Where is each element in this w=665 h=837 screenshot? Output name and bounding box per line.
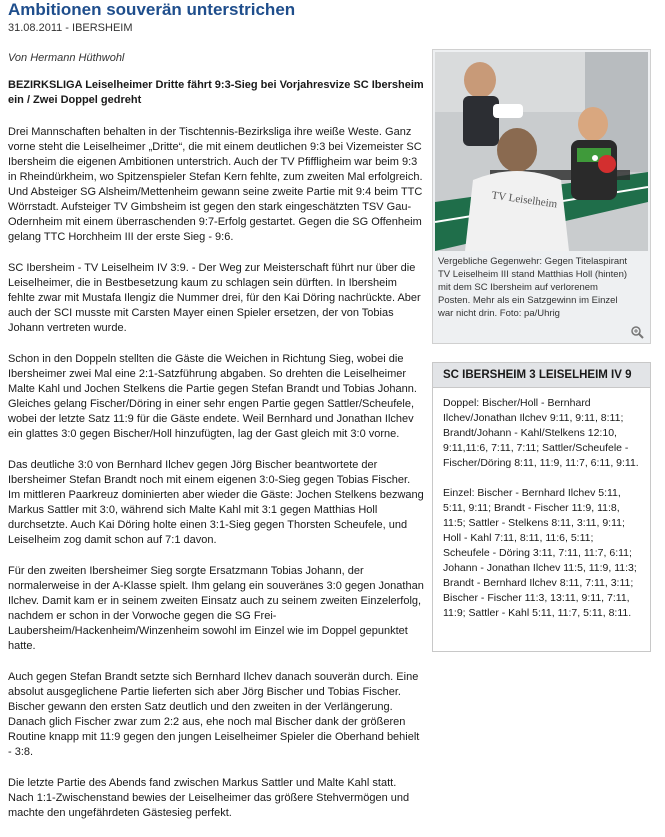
article-paragraph: Die letzte Partie des Abends fand zwischen Markus Sattler und Malte Kahl statt. Nach 1:1-Zwischenstand bewies der Leiselheimer das größere Stehvermögen und machte den ungefährdeten Gästesieg perfekt. (8, 777, 410, 819)
photo-box (432, 49, 651, 344)
doubles-results: Doppel: Bischer/Holl - Bernhard Ilchev/Jonathan Ilchev 9:11, 9:11, 8:11; Brandt/Johann - Kahl/Stelkens 12:10, 9:11,11:6, 7:11, 7:11; Sattler/Scheufele - Fischer/Döring 8:11, 11:9, 11:7, 6:11, 9:11. (443, 397, 639, 469)
article-dateline: 31.08.2011 - IBERSHEIM (8, 22, 133, 34)
jersey-text: TV Leiselheim (490, 189, 558, 211)
article-paragraph: Für den zweiten Ibersheimer Sieg sorgte Ersatzmann Tobias Johann, der normalerweise in der A-Klasse spielt. Ihm gelang ein souveränes 3:0 gegen Jonathan Ilchev. Damit kam er in seinem zweiten Einsatz auch zu seinem zweiten Einzelerfolg, nachdem er schon in der Vorwoche gegen die SG Frei-Laubersheim/Hackenheim/Winzenheim sowohl im Einzel wie im Doppel gepunktet hatte. (8, 565, 424, 652)
article-photo[interactable] (435, 52, 648, 251)
magnifier-icon[interactable] (630, 325, 644, 339)
article-paragraph: Das deutliche 3:0 von Bernhard Ilchev gegen Jörg Bischer beantwortete der Ibersheimer Stefan Brandt noch mit einem eigenen 3:0-Sieg gegen Tobias Fischer. Im mittleren Paarkreuz dominierten aber wieder die Gäste: Jochen Stelkens bezwang Markus Sattler mit 3:0, während sich Malte Kahl mit 3:1 gegen Matthias Holl durchsetzte. Auch Kai Döring holte einen 3:1-Sieg gegen Thorsten Scheufele, und Leiselheim zog damit schon auf 7:1 davon. (8, 459, 424, 546)
article-paragraph: Auch gegen Stefan Brandt setzte sich Bernhard Ilchev danach souverän durch. Eine absolut ausgeglichene Partie lieferten sich aber Jörg Bischer und Tobias Fischer. Bischer gewann den ersten Satz deutlich und den zweiten in der Verlängerung. Danach glich Fischer zwar zum 2:2 aus, ehe noch mal Bischer dank der größeren Routine knapp mit 11:9 gegen den jungen Leiselheimer Spieler die Oberhand behielt - 3:8. (8, 671, 420, 758)
article-author: Von Hermann Hüthwohl (8, 52, 125, 64)
singles-results: Einzel: Bischer - Bernhard Ilchev 5:11, 5:11, 9:11; Brandt - Fischer 11:9, 11:8, 11:5; Sattler - Stelkens 8:11, 3:11, 9:11; Holl - Kahl 7:11, 8:11, 11:6, 5:11; Scheufele - Döring 3:11, 7:11, 11:7, 6:11; Johann - Jonathan Ilchev 11:5, 11:9, 11:3; Brandt - Bernhard Ilchev 8:11, 7:11, 3:11; Bischer - Fischer 11:3, 13:11, 9:11, 7:11, 11:9; Sattler - Kahl 5:11, 11:7, 5:11, 8:11. (443, 487, 637, 619)
match-results-body (433, 388, 650, 621)
article-body (8, 78, 424, 837)
photo-caption: Vergebliche Gegenwehr: Gegen Titelaspirant TV Leiselheim III stand Matthias Holl (hinten) mit dem SC Ibersheim auf verlorenem Posten. Mehr als ein Satzgewinn im Einzel war nicht drin. Foto: pa/Uhrig (438, 256, 628, 319)
table-tennis-photo (435, 52, 648, 251)
article-paragraph: Schon in den Doppeln stellten die Gäste die Weichen in Richtung Sieg, wobei die Ibersheimer zwei Mal eine 2:1-Satzführung abgaben. So drehten die Leiselheimer Malte Kahl und Jochen Stelkens die Partie gegen Stefan Brandt und Tobias Johann. Gleiches gelang Fischer/Döring in einer sehr engen Partie gegen Sattler/Scheufele, wobei der letzte Satz 11:9 für die Gäste endete. Weil Bernhard und Jonathan Ilchev ein glattes 3:0 gegen Bischer/Holl hinzufügten, lag der Gast gleich mit 3:0 vorne. (8, 353, 417, 440)
match-results-title: SC IBERSHEIM 3 LEISELHEIM IV 9 (433, 363, 650, 388)
article-lead: BEZIRKSLIGA Leiselheimer Dritte fährt 9:3-Sieg bei Vorjahresvize SC Ibersheim ein / Zwei Doppel gedreht (8, 79, 424, 106)
article-paragraph: Drei Mannschaften behalten in der Tischtennis-Bezirksliga ihre weiße Weste. Ganz vorne steht die Leiselheimer „Dritte“, die mit einem deutlichen 9:3 bei Vizemeister SC Ibersheim die eigenen Ambitionen unterstrich. Auch der TV Pfiffligheim war beim 9:3 in Rheindürkheim, wo Spitzenspieler Stefan Kern fehlte, zum zweiten Mal erfolgreich. Und Absteiger SG Alsheim/Mettenheim gewann seine zweite Partie mit 9:4 beim TTC Wörrstadt. Aufsteiger TV Gimbsheim ist gegen den stark eingeschätzten TSV Gau-Odernheim mit einem überraschenden 9:7-Erfolg gestartet. Gegen die SG Offenheim gelang TTC Horchheim III der erste Sieg - 9:6. (8, 126, 423, 243)
article-paragraph: SC Ibersheim - TV Leiselheim IV 3:9. - Der Weg zur Meisterschaft führt nur über die Leiselheimer, die in Bestbesetzung kaum zu schlagen sein dürften. In Ibersheim fehlte zwar mit Mustafa Ilengiz die Nummer drei, für den Kai Döring nachrückte. Aber auch der SCI musste mit Carsten Mayer einen Spieler ersetzen, der von Tobias Johann vertreten wurde. (8, 262, 421, 334)
article-headline: Ambitionen souverän unterstrichen (8, 0, 296, 19)
match-results-box (432, 362, 651, 652)
